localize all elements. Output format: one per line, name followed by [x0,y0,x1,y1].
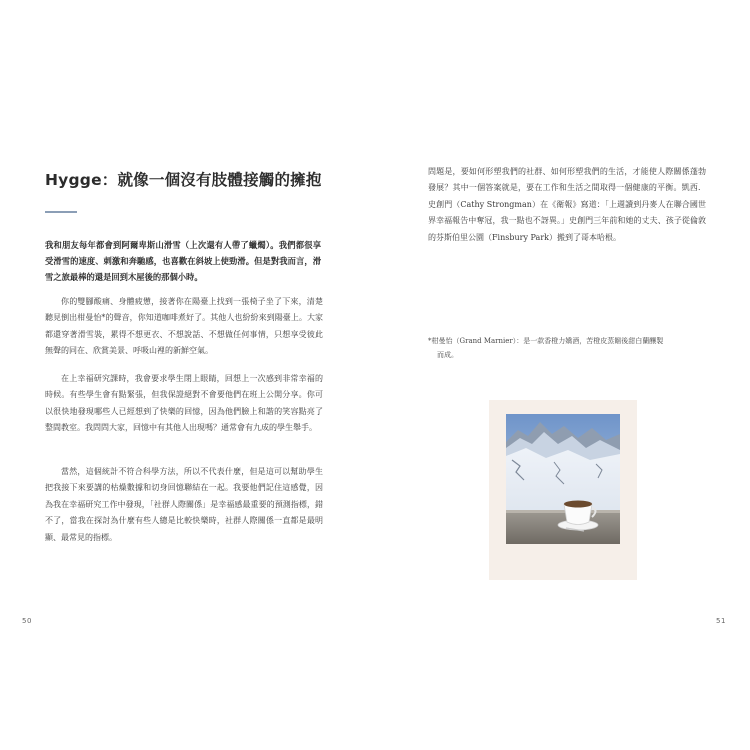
footnote-line-2: 而成。 [437,351,458,359]
coffee-cup-on-mountain-balcony-photo [506,414,620,544]
body-paragraph-3: 當然，這個統計不符合科學方法，所以不代表什麼，但是這可以幫助學生把我接下來要講的枯燥數據和切身回憶聯結在一起。我要他們記住這感覺，因為我在幸福研究工作中發現，「社群人際關係」是幸福感最重要的預測指標，錯不了，當我在探討為什麼有些人總是比較快樂時，社群人際關係一直都是最明顯、最常見的指標。 [45,467,323,542]
right-page [375,0,750,750]
photo-illustration [506,414,620,544]
page-number-right: 51 [716,617,726,625]
footnote [428,334,714,362]
title-underline-rule [45,211,77,213]
photo-mount [489,400,637,580]
lead-paragraph: 我和朋友每年都會到阿爾卑斯山滑雪（上次還有人帶了蠟燭）。我們都很享受滑雪的速度、刺激和奔馳感，也喜歡在斜坡上使勁滑。但是對我而言，滑雪之旅最棒的還是回到木屋後的那個小時。 [45,240,321,282]
footnote-line-1: *柑曼怡（Grand Marnier）：是一款香橙力嬌酒，苦橙皮蒸餾後甜白蘭釀製 [428,337,664,345]
chapter-title: Hygge：就像一個沒有肢體接觸的擁抱 [45,171,322,189]
page-number-left: 50 [22,617,32,625]
right-body-paragraph: 問題是，要如何形塑我們的社群、如何形塑我們的生活，才能使人際關係蓬勃發展？其中一個答案就是，要在工作和生活之間取得一個健康的平衡。凱西．史創門（Cathy Strongman）在《衛報》寫道：「上週讀到丹麥人在聯合國世界幸福報告中奪冠，我一點也不訝異。」史創門三年前和她的丈夫、孩子從倫敦的芬斯伯里公園（Finsbury Park）搬到了哥本哈根。 [428,167,706,242]
body-paragraph-2: 在上幸福研究課時，我會要求學生閉上眼睛，回想上一次感到非常幸福的時候。有些學生會有點緊張，但我保證絕對不會要他們在班上公開分享。你可以很快地發現哪些人已經想到了快樂的回憶，因為他們臉上和諧的笑容點亮了整間教室。我問問大家，回憶中有其他人出現嗎？通常會有九成的學生舉手。 [45,374,323,433]
body-paragraph-1: 你的雙腳酸痛、身體疲憊，接著你在陽臺上找到一張椅子坐了下來，清楚聽見倒出柑曼怡*的聲音，你知道咖啡煮好了。其他人也紛紛來到陽臺上。大家都還穿著滑雪裝，累得不想更衣、不想說話、不想做任何事情，只想享受彼此無聲的同在、欣賞美景、呼吸山裡的新鮮空氣。 [45,297,323,356]
